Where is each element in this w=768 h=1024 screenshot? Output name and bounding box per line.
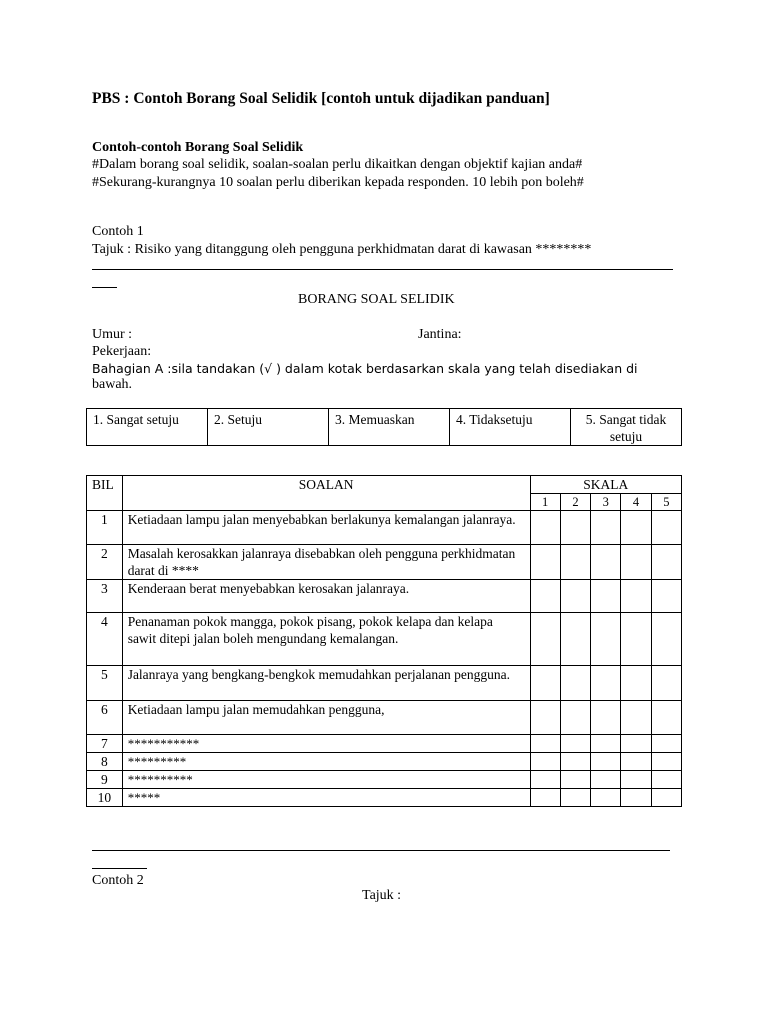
- section-subtitle: Contoh-contoh Borang Soal Selidik: [92, 140, 304, 155]
- checkbox-cell[interactable]: [651, 580, 681, 613]
- row-bil: 1: [87, 511, 123, 545]
- checkbox-cell[interactable]: [560, 771, 590, 789]
- example-1-tajuk: Tajuk : Risiko yang ditanggung oleh pengguna perkhidmatan darat di kawasan ********: [92, 242, 592, 257]
- checkbox-cell[interactable]: [530, 613, 560, 666]
- checkbox-cell[interactable]: [591, 789, 621, 807]
- checkbox-cell[interactable]: [560, 666, 590, 701]
- row-soalan: Masalah kerosakkan jalanraya disebabkan oleh pengguna perkhidmatan darat di ****: [122, 545, 530, 580]
- note-line-2: #Sekurang-kurangnya 10 soalan perlu diberikan kepada responden. 10 lebih pon boleh#: [92, 175, 584, 190]
- checkbox-cell[interactable]: [530, 771, 560, 789]
- scale-legend-item: 4. Tidaksetuju: [450, 409, 571, 446]
- row-bil: 10: [87, 789, 123, 807]
- checkbox-cell[interactable]: [591, 701, 621, 735]
- row-soalan: Jalanraya yang bengkang-bengkok memudahkan perjalanan pengguna.: [122, 666, 530, 701]
- pekerjaan-label: Pekerjaan:: [92, 344, 152, 359]
- checkbox-cell[interactable]: [560, 735, 590, 753]
- checkbox-cell[interactable]: [530, 735, 560, 753]
- checkbox-cell[interactable]: [591, 580, 621, 613]
- checkbox-cell[interactable]: [560, 753, 590, 771]
- row-bil: 4: [87, 613, 123, 666]
- form-heading: BORANG SOAL SELIDIK: [298, 292, 455, 307]
- checkbox-cell[interactable]: [560, 789, 590, 807]
- example-2-tajuk: Tajuk :: [362, 888, 402, 903]
- checkbox-cell[interactable]: [651, 613, 681, 666]
- table-row: [87, 789, 682, 807]
- checkbox-cell[interactable]: [651, 666, 681, 701]
- checkbox-cell[interactable]: [621, 666, 651, 701]
- example-2-label: Contoh 2: [92, 873, 144, 888]
- row-soalan: Ketiadaan lampu jalan menyebabkan berlakunya kemalangan jalanraya.: [122, 511, 530, 545]
- table-row: [87, 701, 682, 735]
- note-line-1: #Dalam borang soal selidik, soalan-soalan perlu dikaitkan dengan objektif kajian anda#: [92, 157, 583, 172]
- row-bil: 8: [87, 753, 123, 771]
- table-row: [87, 753, 682, 771]
- checkbox-cell[interactable]: [621, 789, 651, 807]
- divider-line: [92, 269, 673, 270]
- row-bil: 2: [87, 545, 123, 580]
- checkbox-cell[interactable]: [621, 545, 651, 580]
- checkbox-cell[interactable]: [621, 701, 651, 735]
- row-bil: 9: [87, 771, 123, 789]
- checkbox-cell[interactable]: [591, 613, 621, 666]
- checkbox-cell[interactable]: [651, 789, 681, 807]
- checkbox-cell[interactable]: [560, 511, 590, 545]
- scale-legend-item: 3. Memuaskan: [329, 409, 450, 446]
- header-soalan: SOALAN: [122, 476, 530, 511]
- checkbox-cell[interactable]: [530, 580, 560, 613]
- table-row: [87, 580, 682, 613]
- checkbox-cell[interactable]: [560, 580, 590, 613]
- checkbox-cell[interactable]: [591, 753, 621, 771]
- row-soalan: *****: [122, 789, 530, 807]
- checkbox-cell[interactable]: [621, 613, 651, 666]
- scale-number: 2: [560, 494, 590, 511]
- checkbox-cell[interactable]: [591, 545, 621, 580]
- checkbox-cell[interactable]: [651, 545, 681, 580]
- checkbox-cell[interactable]: [621, 511, 651, 545]
- table-row: [87, 771, 682, 789]
- checkbox-cell[interactable]: [530, 789, 560, 807]
- checkbox-cell[interactable]: [530, 753, 560, 771]
- checkbox-cell[interactable]: [560, 545, 590, 580]
- divider-line-tail: [92, 868, 147, 869]
- checkbox-cell[interactable]: [651, 701, 681, 735]
- scale-number: 3: [591, 494, 621, 511]
- questions-table: [86, 475, 682, 807]
- row-soalan: Ketiadaan lampu jalan memudahkan pengguna,: [122, 701, 530, 735]
- table-row: [87, 735, 682, 753]
- scale-number: 5: [651, 494, 681, 511]
- jantina-label: Jantina:: [418, 327, 462, 342]
- scale-legend-item: 5. Sangat tidak setuju: [571, 409, 682, 446]
- instruction-line-1: Bahagian A :sila tandakan (√ ) dalam kotak berdasarkan skala yang telah disediakan di: [92, 361, 638, 376]
- checkbox-cell[interactable]: [591, 511, 621, 545]
- page-title: PBS : Contoh Borang Soal Selidik [contoh untuk dijadikan panduan]: [92, 90, 550, 107]
- scale-legend-item: 1. Sangat setuju: [87, 409, 208, 446]
- instruction-line-2: bawah.: [92, 377, 133, 392]
- row-bil: 5: [87, 666, 123, 701]
- example-1-label: Contoh 1: [92, 224, 144, 239]
- divider-line: [92, 850, 670, 851]
- row-soalan: Kenderaan berat menyebabkan kerosakan jalanraya.: [122, 580, 530, 613]
- checkbox-cell[interactable]: [651, 735, 681, 753]
- checkbox-cell[interactable]: [621, 771, 651, 789]
- checkbox-cell[interactable]: [591, 735, 621, 753]
- checkbox-cell[interactable]: [621, 735, 651, 753]
- checkbox-cell[interactable]: [530, 511, 560, 545]
- checkbox-cell[interactable]: [651, 771, 681, 789]
- table-row: [87, 666, 682, 701]
- checkbox-cell[interactable]: [621, 580, 651, 613]
- table-row: [87, 545, 682, 580]
- scale-number: 4: [621, 494, 651, 511]
- checkbox-cell[interactable]: [560, 613, 590, 666]
- checkbox-cell[interactable]: [591, 666, 621, 701]
- row-soalan: ***********: [122, 735, 530, 753]
- row-bil: 3: [87, 580, 123, 613]
- table-row: [87, 613, 682, 666]
- scale-number: 1: [530, 494, 560, 511]
- header-skala: SKALA: [530, 476, 681, 494]
- checkbox-cell[interactable]: [651, 753, 681, 771]
- row-bil: 7: [87, 735, 123, 753]
- scale-legend-item: 2. Setuju: [208, 409, 329, 446]
- row-soalan: *********: [122, 753, 530, 771]
- scale-legend-table: [86, 408, 682, 446]
- header-bil: BIL: [87, 476, 123, 511]
- checkbox-cell[interactable]: [621, 753, 651, 771]
- checkbox-cell[interactable]: [651, 511, 681, 545]
- checkbox-cell[interactable]: [530, 545, 560, 580]
- row-soalan: **********: [122, 771, 530, 789]
- checkbox-cell[interactable]: [530, 666, 560, 701]
- checkbox-cell[interactable]: [591, 771, 621, 789]
- checkbox-cell[interactable]: [530, 701, 560, 735]
- umur-label: Umur :: [92, 327, 133, 342]
- checkbox-cell[interactable]: [560, 701, 590, 735]
- row-soalan: Penanaman pokok mangga, pokok pisang, pokok kelapa dan kelapa sawit ditepi jalan boleh mengundang kemalangan.: [122, 613, 530, 666]
- row-bil: 6: [87, 701, 123, 735]
- divider-line-tail: [92, 287, 117, 288]
- table-row: [87, 511, 682, 545]
